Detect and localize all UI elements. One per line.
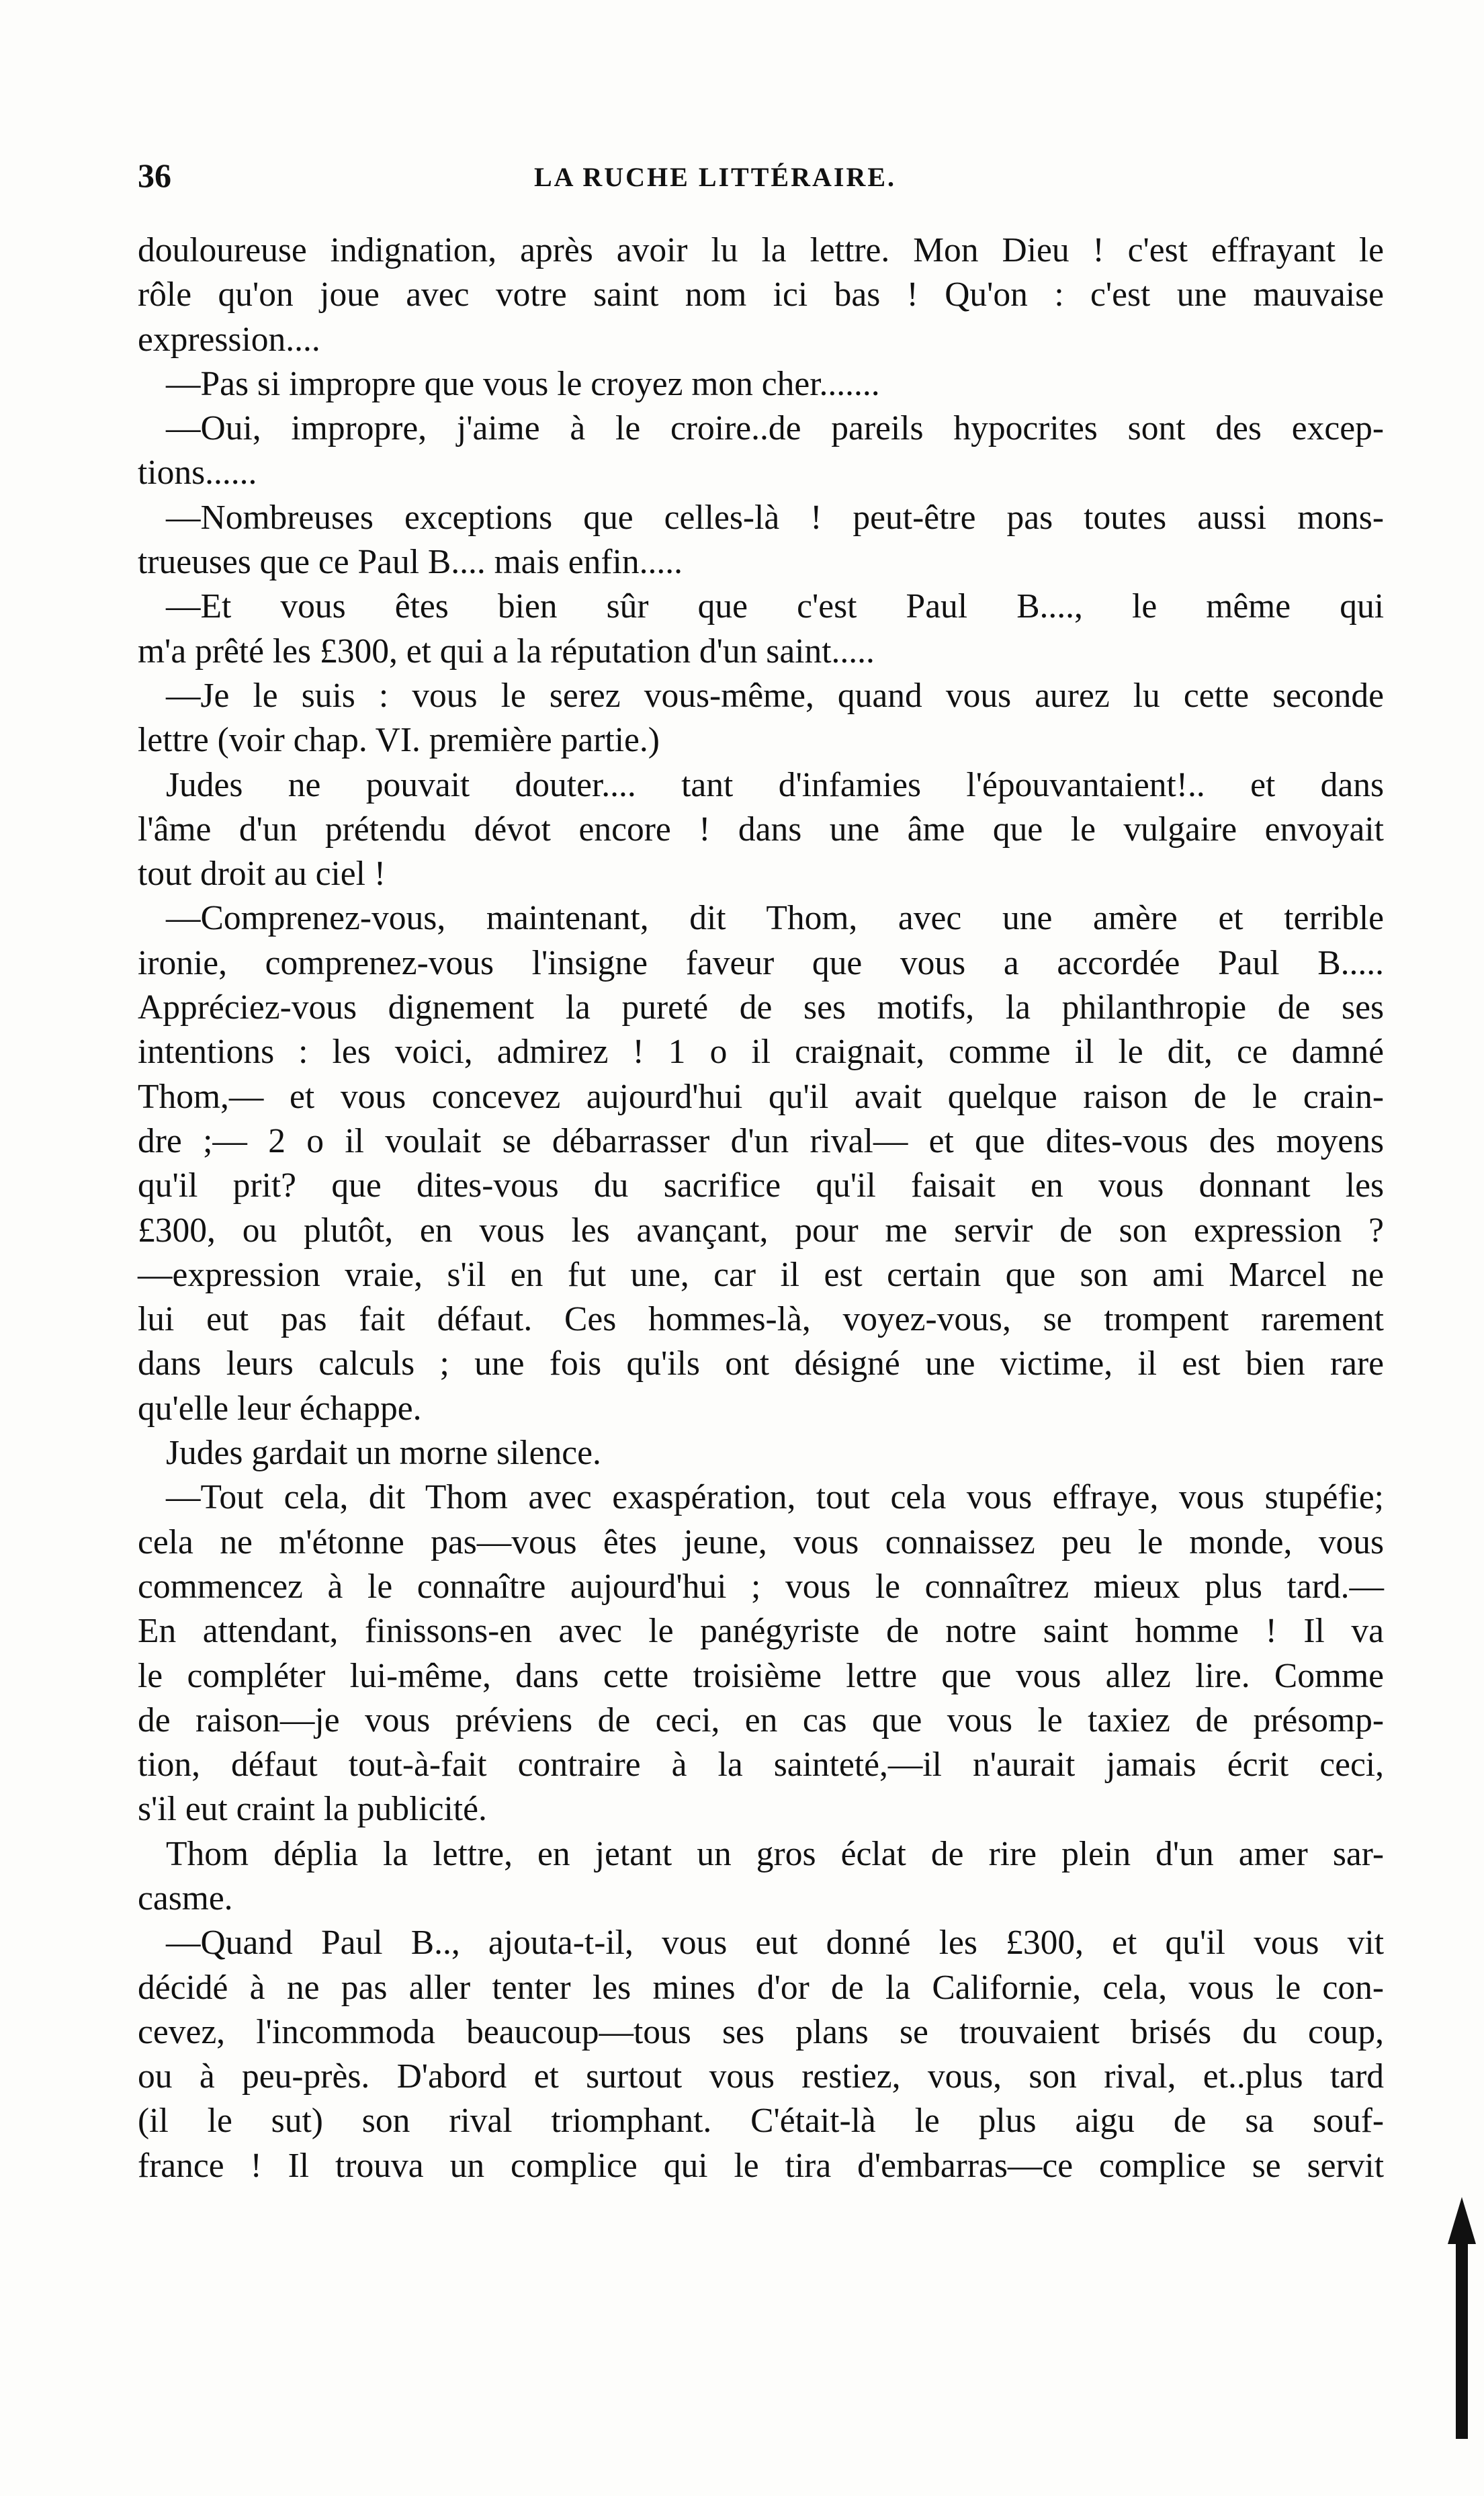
text-line: —expression vraie, s'il en fut une, car il est certain que son ami Marcel ne [138, 1255, 1384, 1294]
page-number: 36 [138, 157, 171, 194]
text-line: —Je le suis : vous le serez vous-même, quand vous aurez lu cette seconde [166, 676, 1384, 715]
text-line: —Tout cela, dit Thom avec exaspération, tout cela vous effraye, vous stupéfie; [166, 1478, 1384, 1517]
binding-bar [1456, 2237, 1468, 2439]
text-line: (il le sut) son rival triomphant. C'était-là le plus aigu de sa souf- [138, 2102, 1384, 2141]
text-line: m'a prêté les £300, et qui a la réputation d'un saint..... [138, 632, 875, 671]
text-line: cela ne m'étonne pas—vous êtes jeune, vous connaissez peu le monde, vous [138, 1522, 1384, 1561]
text-line: —Et vous êtes bien sûr que c'est Paul B...., le même qui [166, 587, 1384, 626]
text-line: lettre (voir chap. VI. première partie.) [138, 721, 660, 760]
text-line: Thom,— et vous concevez aujourd'hui qu'il avait quelque raison de le crain- [138, 1077, 1384, 1116]
text-line: casme. [138, 1879, 233, 1918]
text-line: tout droit au ciel ! [138, 855, 386, 894]
text-line: le compléter lui-même, dans cette troisième lettre que vous allez lire. Comme [138, 1656, 1384, 1695]
text-line: douloureuse indignation, après avoir lu la lettre. Mon Dieu ! c'est effrayant le [138, 231, 1384, 269]
text-line: £300, ou plutôt, en vous les avançant, pour me servir de son expression ? [138, 1211, 1384, 1250]
text-line: lui eut pas fait défaut. Ces hommes-là, voyez-vous, se trompent rarement [138, 1300, 1384, 1339]
text-line: ironie, comprenez-vous l'insigne faveur que vous a accordée Paul B..... [138, 943, 1384, 982]
text-line: intentions : les voici, admirez ! 1 o il craignait, comme il le dit, ce damné [138, 1033, 1384, 1072]
text-line: —Nombreuses exceptions que celles-là ! peut-être pas toutes aussi mons- [166, 498, 1384, 537]
text-line: tions...... [138, 454, 257, 492]
text-line: de raison—je vous préviens de ceci, en cas que vous le taxiez de présomp- [138, 1701, 1384, 1739]
text-line: l'âme d'un prétendu dévot encore ! dans une âme que le vulgaire envoyait [138, 810, 1384, 849]
text-line: france ! Il trouva un complice qui le tira d'embarras—ce complice se servit [138, 2146, 1384, 2185]
text-line: cevez, l'incommoda beaucoup—tous ses plans se trouvaient brisés du coup, [138, 2012, 1384, 2051]
text-line: qu'il prit? que dites-vous du sacrifice qu'il faisait en vous donnant les [138, 1166, 1384, 1205]
binding-edge [1424, 0, 1484, 2496]
text-line: ou à peu-près. D'abord et surtout vous restiez, vous, son rival, et..plus tard [138, 2057, 1384, 2096]
body-text [138, 228, 1384, 2188]
text-line: —Pas si impropre que vous le croyez mon cher....... [166, 364, 880, 403]
text-line: tion, défaut tout-à-fait contraire à la sainteté,—il n'aurait jamais écrit ceci, [138, 1746, 1384, 1784]
text-line: décidé à ne pas aller tenter les mines d'or de la Californie, cela, vous le con- [138, 1968, 1384, 2007]
text-line: rôle qu'on joue avec votre saint nom ici bas ! Qu'on : c'est une mauvaise [138, 275, 1384, 314]
running-title: LA RUCHE LITTÉRAIRE. [534, 162, 897, 192]
text-line: expression.... [138, 320, 320, 359]
text-line: Thom déplia la lettre, en jetant un gros éclat de rire plein d'un amer sar- [166, 1834, 1384, 1873]
text-line: qu'elle leur échappe. [138, 1389, 422, 1428]
page-header [138, 156, 1401, 203]
text-line: commencez à le connaître aujourd'hui ; vous le connaîtrez mieux plus tard.— [138, 1567, 1384, 1606]
text-line: trueuses que ce Paul B.... mais enfin..... [138, 543, 683, 582]
text-line: dans leurs calculs ; une fois qu'ils ont désigné une victime, il est bien rare [138, 1344, 1384, 1383]
text-line: Appréciez-vous dignement la pureté de ses motifs, la philanthropie de ses [138, 988, 1384, 1027]
text-line: —Oui, impropre, j'aime à le croire..de pareils hypocrites sont des excep- [166, 409, 1384, 448]
text-line: En attendant, finissons-en avec le panégyriste de notre saint homme ! Il va [138, 1612, 1384, 1651]
text-line: s'il eut craint la publicité. [138, 1790, 487, 1829]
text-line: dre ;— 2 o il voulait se débarrasser d'un rival— et que dites-vous des moyens [138, 1121, 1384, 1160]
text-line: Judes gardait un morne silence. [166, 1434, 601, 1473]
text-line: Judes ne pouvait douter.... tant d'infamies l'épouvantaient!.. et dans [166, 765, 1384, 804]
text-line: —Quand Paul B.., ajouta-t-il, vous eut donné les £300, et qu'il vous vit [166, 1924, 1384, 1963]
text-line: —Comprenez-vous, maintenant, dit Thom, avec une amère et terrible [166, 899, 1384, 938]
